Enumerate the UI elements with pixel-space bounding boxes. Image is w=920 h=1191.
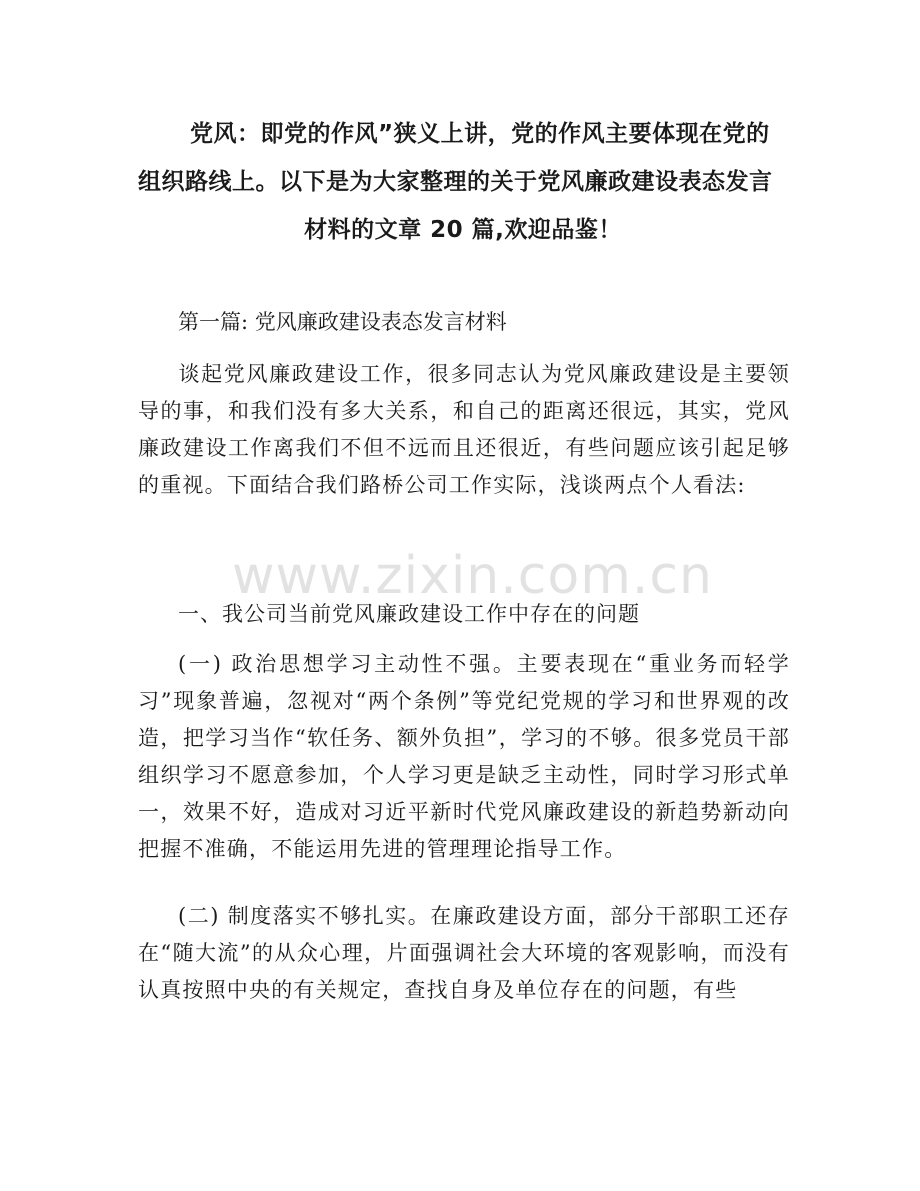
paragraph-2-text: (一) 政治思想学习主动性不强。主要表现在“重业务而轻学习”现象普遍，忽视对“两个条例”等党纪党规的学习和世界观的改造，把学习当作“软任务、额外负担”，学习的不够。很多党员干部组织学习不愿意参加，个人学习更是缺乏主动性，同时学习形式单一，效果不好，造成对习近平新时代党风廉政建设的新趋势新动向把握不准确，不能运用先进的管理理论指导工作。 — [138, 652, 790, 861]
paragraph-3 — [138, 898, 790, 1009]
intro-line-2: 组织路线上。以下是为大家整理的关于党风廉政建设表态发言 — [138, 169, 773, 195]
paragraph-1-text: 谈起党风廉政建设工作，很多同志认为党风廉政建设是主要领导的事，和我们没有多大关系，和自己的距离还很远，其实，党风廉政建设工作离我们不但不远而且还很近，有些问题应该引起足够的重视。下面结合我们路桥公司工作实际，浅谈两点个人看法: — [138, 362, 790, 497]
paragraph-2 — [138, 646, 790, 868]
intro-line-1: 党风：即党的作风”狭义上讲，党的作风主要体现在党的 — [190, 121, 770, 147]
paragraph-1 — [138, 356, 790, 504]
intro-block — [138, 110, 788, 254]
section-title: 第一篇: 党风廉政建设表态发言材料 — [178, 310, 507, 334]
intro-line-3: 材料的文章 20 篇,欢迎品鉴！ — [304, 217, 622, 243]
watermark: www.zixin.com.cn — [232, 546, 713, 606]
subheading-1: 一、我公司当前党风廉政建设工作中存在的问题 — [178, 602, 640, 626]
paragraph-3-text: (二) 制度落实不够扎实。在廉政建设方面，部分干部职工还存在“随大流”的从众心理，片面强调社会大环境的客观影响，而没有认真按照中央的有关规定，查找自身及单位存在的问题，有些 — [138, 904, 790, 1002]
